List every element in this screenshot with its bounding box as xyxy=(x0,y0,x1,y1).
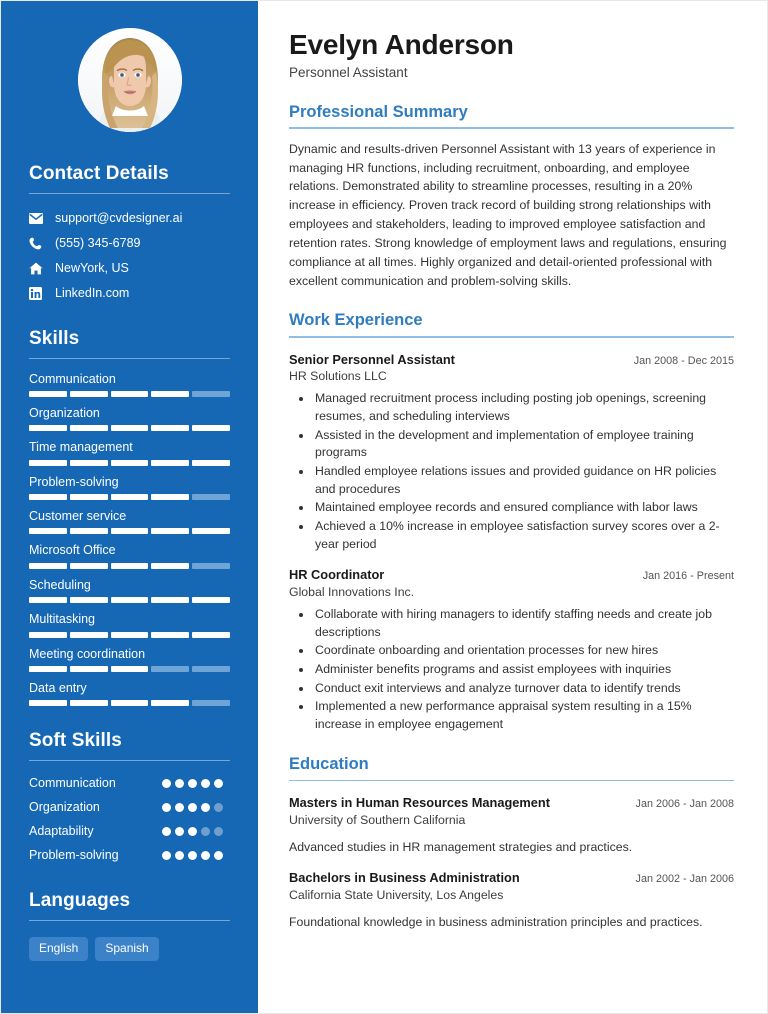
rating-dot xyxy=(162,827,171,836)
list-item: • Assisted in the development and implementation of employee training programs xyxy=(313,427,734,462)
soft-skill-item xyxy=(29,776,230,791)
entry-header xyxy=(289,352,734,368)
skill-list xyxy=(29,372,230,707)
soft-skill-rating-dots xyxy=(162,779,230,788)
language-tag-list xyxy=(29,937,230,961)
skills-divider xyxy=(29,358,230,359)
rating-dot xyxy=(201,803,210,812)
rating-dot xyxy=(188,851,197,860)
job-title: HR Coordinator xyxy=(289,567,385,583)
skill-bar-segment xyxy=(70,494,108,500)
skill-item xyxy=(29,612,230,637)
avatar xyxy=(78,28,182,132)
rating-dot xyxy=(188,827,197,836)
job-dates: Jan 2008 - Dec 2015 xyxy=(633,354,734,367)
contact-value-phone: (555) 345-6789 xyxy=(55,235,141,250)
skill-bar-segment xyxy=(111,391,149,397)
institution-name: California State University, Los Angeles xyxy=(289,887,504,902)
education-section xyxy=(289,755,734,931)
job-dates: Jan 2016 - Present xyxy=(642,570,734,583)
skill-label: Customer service xyxy=(29,509,127,524)
skill-bar-segment xyxy=(192,460,230,466)
soft-skill-item xyxy=(29,800,230,815)
contact-item-email[interactable] xyxy=(29,211,230,226)
rating-dot xyxy=(162,779,171,788)
rating-dot xyxy=(175,779,184,788)
skill-bar-segment xyxy=(29,666,67,672)
responsibility-list xyxy=(289,606,734,734)
degree-dates: Jan 2006 - Jan 2008 xyxy=(635,798,734,811)
skill-level-bar xyxy=(29,494,230,500)
main-content xyxy=(258,1,767,1013)
skill-label: Organization xyxy=(29,405,100,420)
skill-bar-segment xyxy=(111,460,149,466)
contact-details-divider xyxy=(29,193,230,194)
rating-dot xyxy=(188,803,197,812)
soft-skill-item xyxy=(29,824,230,839)
list-item: • Implemented a new performance appraisal system resulting in a 15% increase in employee engagement xyxy=(313,698,734,733)
skill-bar-segment xyxy=(29,528,67,534)
skill-item xyxy=(29,475,230,500)
skill-level-bar xyxy=(29,597,230,603)
soft-skills-divider xyxy=(29,760,230,761)
skill-item xyxy=(29,440,230,465)
skill-bar-segment xyxy=(151,460,189,466)
skill-item xyxy=(29,406,230,431)
professional-summary-section xyxy=(289,103,734,291)
list-item: • Administer benefits programs and assist employees with inquiries xyxy=(313,661,734,679)
skill-bar-segment xyxy=(29,563,67,569)
list-item: • Coordinate onboarding and orientation processes for new hires xyxy=(313,642,734,660)
languages-heading: Languages xyxy=(29,890,131,912)
phone-icon xyxy=(29,237,48,250)
rating-dot xyxy=(162,803,171,812)
skill-label: Multitasking xyxy=(29,612,95,627)
list-item: • Managed recruitment process including posting job openings, screening resumes, and scheduling interviews xyxy=(313,390,734,425)
skill-item xyxy=(29,647,230,672)
rating-dot xyxy=(214,851,223,860)
soft-skills-section xyxy=(29,730,230,863)
skill-bar-segment xyxy=(70,597,108,603)
skill-bar-segment xyxy=(29,460,67,466)
work-experience-section xyxy=(289,311,734,733)
skill-bar-segment xyxy=(192,597,230,603)
soft-skill-label: Adaptability xyxy=(29,824,94,839)
soft-skill-rating-dots xyxy=(162,851,230,860)
skill-label: Problem-solving xyxy=(29,474,119,489)
skill-level-bar xyxy=(29,391,230,397)
skill-bar-segment xyxy=(70,425,108,431)
skill-bar-segment xyxy=(111,597,149,603)
education-description: Foundational knowledge in business administration principles and practices. xyxy=(289,914,703,929)
skill-bar-segment xyxy=(151,494,189,500)
rating-dot xyxy=(175,851,184,860)
skill-level-bar xyxy=(29,666,230,672)
contact-item-phone[interactable] xyxy=(29,236,230,251)
language-tag: Spanish xyxy=(95,937,158,961)
skill-bar-segment xyxy=(111,425,149,431)
skill-bar-segment xyxy=(192,632,230,638)
skill-level-bar xyxy=(29,563,230,569)
entry-header xyxy=(289,870,734,886)
soft-skill-list xyxy=(29,776,230,863)
soft-skill-rating-dots xyxy=(162,827,230,836)
list-item: • Collaborate with hiring managers to identify staffing needs and create job descriptions xyxy=(313,606,734,641)
skill-bar-segment xyxy=(192,494,230,500)
professional-summary-divider xyxy=(289,127,734,129)
skills-section xyxy=(29,328,230,707)
skill-level-bar xyxy=(29,528,230,534)
skill-bar-segment xyxy=(151,666,189,672)
skill-bar-segment xyxy=(151,425,189,431)
skill-label: Communication xyxy=(29,371,116,386)
rating-dot xyxy=(162,851,171,860)
skill-bar-segment xyxy=(151,700,189,706)
list-item: • Conduct exit interviews and analyze turnover data to identify trends xyxy=(313,680,734,698)
degree-title: Bachelors in Business Administration xyxy=(289,870,520,886)
soft-skill-rating-dots xyxy=(162,803,230,812)
work-experience-entry xyxy=(289,567,734,733)
work-experience-heading: Work Experience xyxy=(289,311,423,330)
list-item: • Maintained employee records and ensured compliance with labor laws xyxy=(313,499,734,517)
work-experience-divider xyxy=(289,336,734,338)
education-entry xyxy=(289,795,734,856)
profile-photo-icon xyxy=(78,28,182,132)
skill-bar-segment xyxy=(70,391,108,397)
degree-dates: Jan 2002 - Jan 2006 xyxy=(635,873,734,886)
skills-heading: Skills xyxy=(29,327,80,349)
soft-skill-label: Communication xyxy=(29,776,116,791)
skill-bar-segment xyxy=(192,563,230,569)
skill-bar-segment xyxy=(70,460,108,466)
soft-skill-label: Problem-solving xyxy=(29,848,119,863)
education-heading: Education xyxy=(289,754,369,773)
skill-bar-segment xyxy=(111,700,149,706)
rating-dot xyxy=(201,851,210,860)
skill-item xyxy=(29,509,230,534)
avatar-wrapper xyxy=(29,28,230,132)
skill-item xyxy=(29,372,230,397)
soft-skill-item xyxy=(29,848,230,863)
employer-name: HR Solutions LLC xyxy=(289,369,387,384)
skill-item xyxy=(29,578,230,603)
contact-item-linkedin[interactable] xyxy=(29,286,230,301)
responsibility-list xyxy=(289,390,734,553)
skill-label: Time management xyxy=(29,440,133,455)
skill-bar-segment xyxy=(70,666,108,672)
education-divider xyxy=(289,780,734,782)
skill-label: Data entry xyxy=(29,680,87,695)
skill-bar-segment xyxy=(29,494,67,500)
list-item: • Handled employee relations issues and provided guidance on HR policies and procedures xyxy=(313,463,734,498)
contact-list xyxy=(29,211,230,301)
contact-details-heading: Contact Details xyxy=(29,163,169,184)
rating-dot xyxy=(214,779,223,788)
skill-bar-segment xyxy=(151,528,189,534)
rating-dot xyxy=(175,827,184,836)
languages-divider xyxy=(29,920,230,921)
professional-summary-heading: Professional Summary xyxy=(289,102,468,121)
skill-bar-segment xyxy=(151,391,189,397)
skill-label: Microsoft Office xyxy=(29,543,116,558)
language-tag: English xyxy=(29,937,88,961)
job-title: Senior Personnel Assistant xyxy=(289,351,455,367)
skill-bar-segment xyxy=(111,494,149,500)
skill-bar-segment xyxy=(151,563,189,569)
work-experience-list xyxy=(289,352,734,734)
skill-bar-segment xyxy=(111,528,149,534)
rating-dot xyxy=(188,779,197,788)
page-title: Evelyn Anderson xyxy=(289,29,514,60)
skill-bar-segment xyxy=(70,563,108,569)
contact-value-location: NewYork, US xyxy=(55,260,129,275)
education-description: Advanced studies in HR management strategies and practices. xyxy=(289,839,633,854)
soft-skill-label: Organization xyxy=(29,800,100,815)
skill-bar-segment xyxy=(151,632,189,638)
skill-bar-segment xyxy=(29,425,67,431)
skill-bar-segment xyxy=(111,563,149,569)
work-experience-entry xyxy=(289,352,734,554)
skill-bar-segment xyxy=(192,666,230,672)
skill-level-bar xyxy=(29,460,230,466)
degree-title: Masters in Human Resources Management xyxy=(289,795,550,811)
skill-bar-segment xyxy=(192,700,230,706)
skill-bar-segment xyxy=(29,700,67,706)
skill-bar-segment xyxy=(192,425,230,431)
skill-bar-segment xyxy=(70,632,108,638)
candidate-role: Personnel Assistant xyxy=(289,65,408,81)
sidebar xyxy=(1,1,258,1013)
skill-bar-segment xyxy=(29,632,67,638)
skill-level-bar xyxy=(29,425,230,431)
skill-bar-segment xyxy=(70,700,108,706)
contact-value-linkedin: LinkedIn.com xyxy=(55,285,130,300)
skill-bar-segment xyxy=(111,632,149,638)
rating-dot xyxy=(214,803,223,812)
envelope-icon xyxy=(29,213,48,224)
professional-summary-text: Dynamic and results-driven Personnel Assistant with 13 years of experience in managing HR functions, including recruitment, onboarding, and employee relations. Demonstrated ability to streamline processes, resulting in a 20% increase in efficiency. Proven track record of building strong relationships with employees and stakeholders, leading to improved employee satisfaction and retention rates. Strong knowledge of employment laws and regulations, ensuring compliance at all times. Highly organized and detail-oriented professional with excellent communication and problem-solving skills. xyxy=(289,141,727,288)
languages-section xyxy=(29,890,230,961)
skill-level-bar xyxy=(29,632,230,638)
education-entry xyxy=(289,870,734,931)
contact-value-email: support@cvdesigner.ai xyxy=(55,210,183,225)
skill-item xyxy=(29,681,230,706)
institution-name: University of Southern California xyxy=(289,812,466,827)
rating-dot xyxy=(214,827,223,836)
skill-item xyxy=(29,543,230,568)
linkedin-icon xyxy=(29,287,48,300)
rating-dot xyxy=(201,827,210,836)
list-item: • Achieved a 10% increase in employee satisfaction survey scores over a 2-year period xyxy=(313,518,734,553)
skill-bar-segment xyxy=(70,528,108,534)
entry-header xyxy=(289,567,734,583)
contact-item-location[interactable] xyxy=(29,261,230,276)
skill-bar-segment xyxy=(29,597,67,603)
skill-bar-segment xyxy=(192,528,230,534)
skill-bar-segment xyxy=(151,597,189,603)
education-list xyxy=(289,795,734,931)
skill-label: Scheduling xyxy=(29,577,91,592)
skill-level-bar xyxy=(29,700,230,706)
home-icon xyxy=(29,262,48,275)
contact-details-section xyxy=(29,163,230,301)
employer-name: Global Innovations Inc. xyxy=(289,584,415,599)
rating-dot xyxy=(201,779,210,788)
skill-bar-segment xyxy=(111,666,149,672)
skill-bar-segment xyxy=(192,391,230,397)
entry-header xyxy=(289,795,734,811)
skill-label: Meeting coordination xyxy=(29,646,146,661)
skill-bar-segment xyxy=(29,391,67,397)
rating-dot xyxy=(175,803,184,812)
soft-skills-heading: Soft Skills xyxy=(29,730,122,752)
